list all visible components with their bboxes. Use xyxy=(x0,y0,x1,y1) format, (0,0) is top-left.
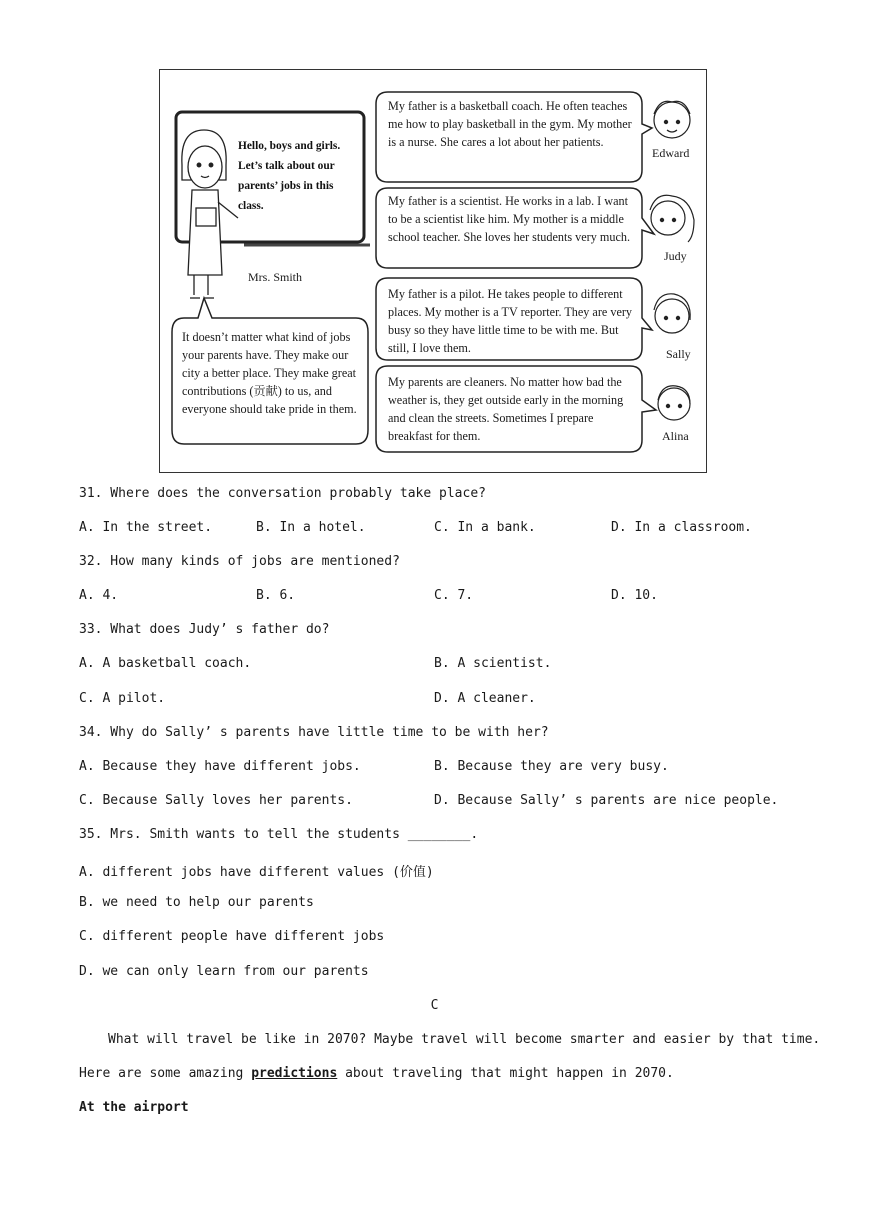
airport-subheading: At the airport xyxy=(79,1100,189,1115)
question-31-option-b: B. In a hotel. xyxy=(256,520,366,535)
question-33-option-c: C. A pilot. xyxy=(79,691,166,706)
question-32-option-c: C. 7. xyxy=(434,588,474,603)
judy-illustration xyxy=(650,195,694,242)
sally-illustration xyxy=(654,294,690,333)
teacher-speech-text: It doesn’t matter what kind of jobs your parents have. They make our city a better place. They make great contributions (贡献) to us, and everyone should take pride in them. xyxy=(182,330,357,416)
question-35-option-a: A. different jobs have different values (价值) xyxy=(79,865,434,880)
passage-intro-text-after: about traveling that might happen in 2070. xyxy=(337,1066,674,1081)
section-letter: C xyxy=(430,998,439,1013)
passage-intro-text-before: Here are some amazing xyxy=(79,1066,252,1081)
passage-intro-line-1: What will travel be like in 2070? Maybe travel will become smarter and easier by that time. xyxy=(108,1032,821,1047)
alina-illustration xyxy=(658,386,690,420)
question-32-option-a: A. 4. xyxy=(79,588,119,603)
question-35-stem: 35. Mrs. Smith wants to tell the students ________. xyxy=(79,827,479,842)
question-31-option-a: A. In the street. xyxy=(79,520,213,535)
blackboard-text: Hello, boys and girls. Let’s talk about our parents’ jobs in this class. xyxy=(238,140,341,212)
question-31-stem: 31. Where does the conversation probably take place? xyxy=(79,486,486,501)
question-34-option-a: A. Because they have different jobs. xyxy=(79,759,361,774)
judy-speech-text: My father is a scientist. He works in a lab. I want to be a scientist like him. My mother is a middle school teacher. She loves her students very much. xyxy=(388,194,630,244)
question-35-option-b: B. we need to help our parents xyxy=(79,895,314,910)
alina-name-label: Alina xyxy=(662,429,689,443)
passage-intro-line-2 xyxy=(79,1066,674,1081)
question-33-stem: 33. What does Judy’ s father do? xyxy=(79,622,330,637)
question-33-option-a: A. A basketball coach. xyxy=(79,656,252,671)
question-31-option-c: C. In a bank. xyxy=(434,520,536,535)
question-35-option-c: C. different people have different jobs xyxy=(79,929,385,944)
question-33-option-d: D. A cleaner. xyxy=(434,691,536,706)
question-32-stem: 32. How many kinds of jobs are mentioned? xyxy=(79,554,400,569)
question-35-option-d: D. we can only learn from our parents xyxy=(79,964,369,979)
teacher-name-label: Mrs. Smith xyxy=(248,270,303,284)
predictions-keyword: predictions xyxy=(251,1066,338,1081)
question-34-option-c: C. Because Sally loves her parents. xyxy=(79,793,353,808)
job-conversation-figure xyxy=(159,69,707,473)
question-34-option-b: B. Because they are very busy. xyxy=(434,759,669,774)
edward-speech-text: My father is a basketball coach. He often teaches me how to play basketball in the gym. My mother is a nurse. She cares a lot about her patients. xyxy=(388,99,632,149)
question-33-option-b: B. A scientist. xyxy=(434,656,552,671)
question-34-option-d: D. Because Sally’ s parents are nice people. xyxy=(434,793,779,808)
sally-speech-text: My father is a pilot. He takes people to different places. My mother is a TV reporter. They are very busy so they have little time to be with me. But still, I love them. xyxy=(388,287,633,355)
judy-name-label: Judy xyxy=(664,249,687,263)
alina-speech-text: My parents are cleaners. No matter how bad the weather is, they get outside early in the morning and clean the streets. Sometimes I prepare breakfast for them. xyxy=(388,375,624,443)
question-32-option-d: D. 10. xyxy=(611,588,658,603)
sally-name-label: Sally xyxy=(666,347,691,361)
question-34-stem: 34. Why do Sally’ s parents have little time to be with her? xyxy=(79,725,549,740)
edward-name-label: Edward xyxy=(652,146,690,160)
question-32-option-b: B. 6. xyxy=(256,588,296,603)
question-31-option-d: D. In a classroom. xyxy=(611,520,752,535)
edward-illustration xyxy=(654,101,690,138)
